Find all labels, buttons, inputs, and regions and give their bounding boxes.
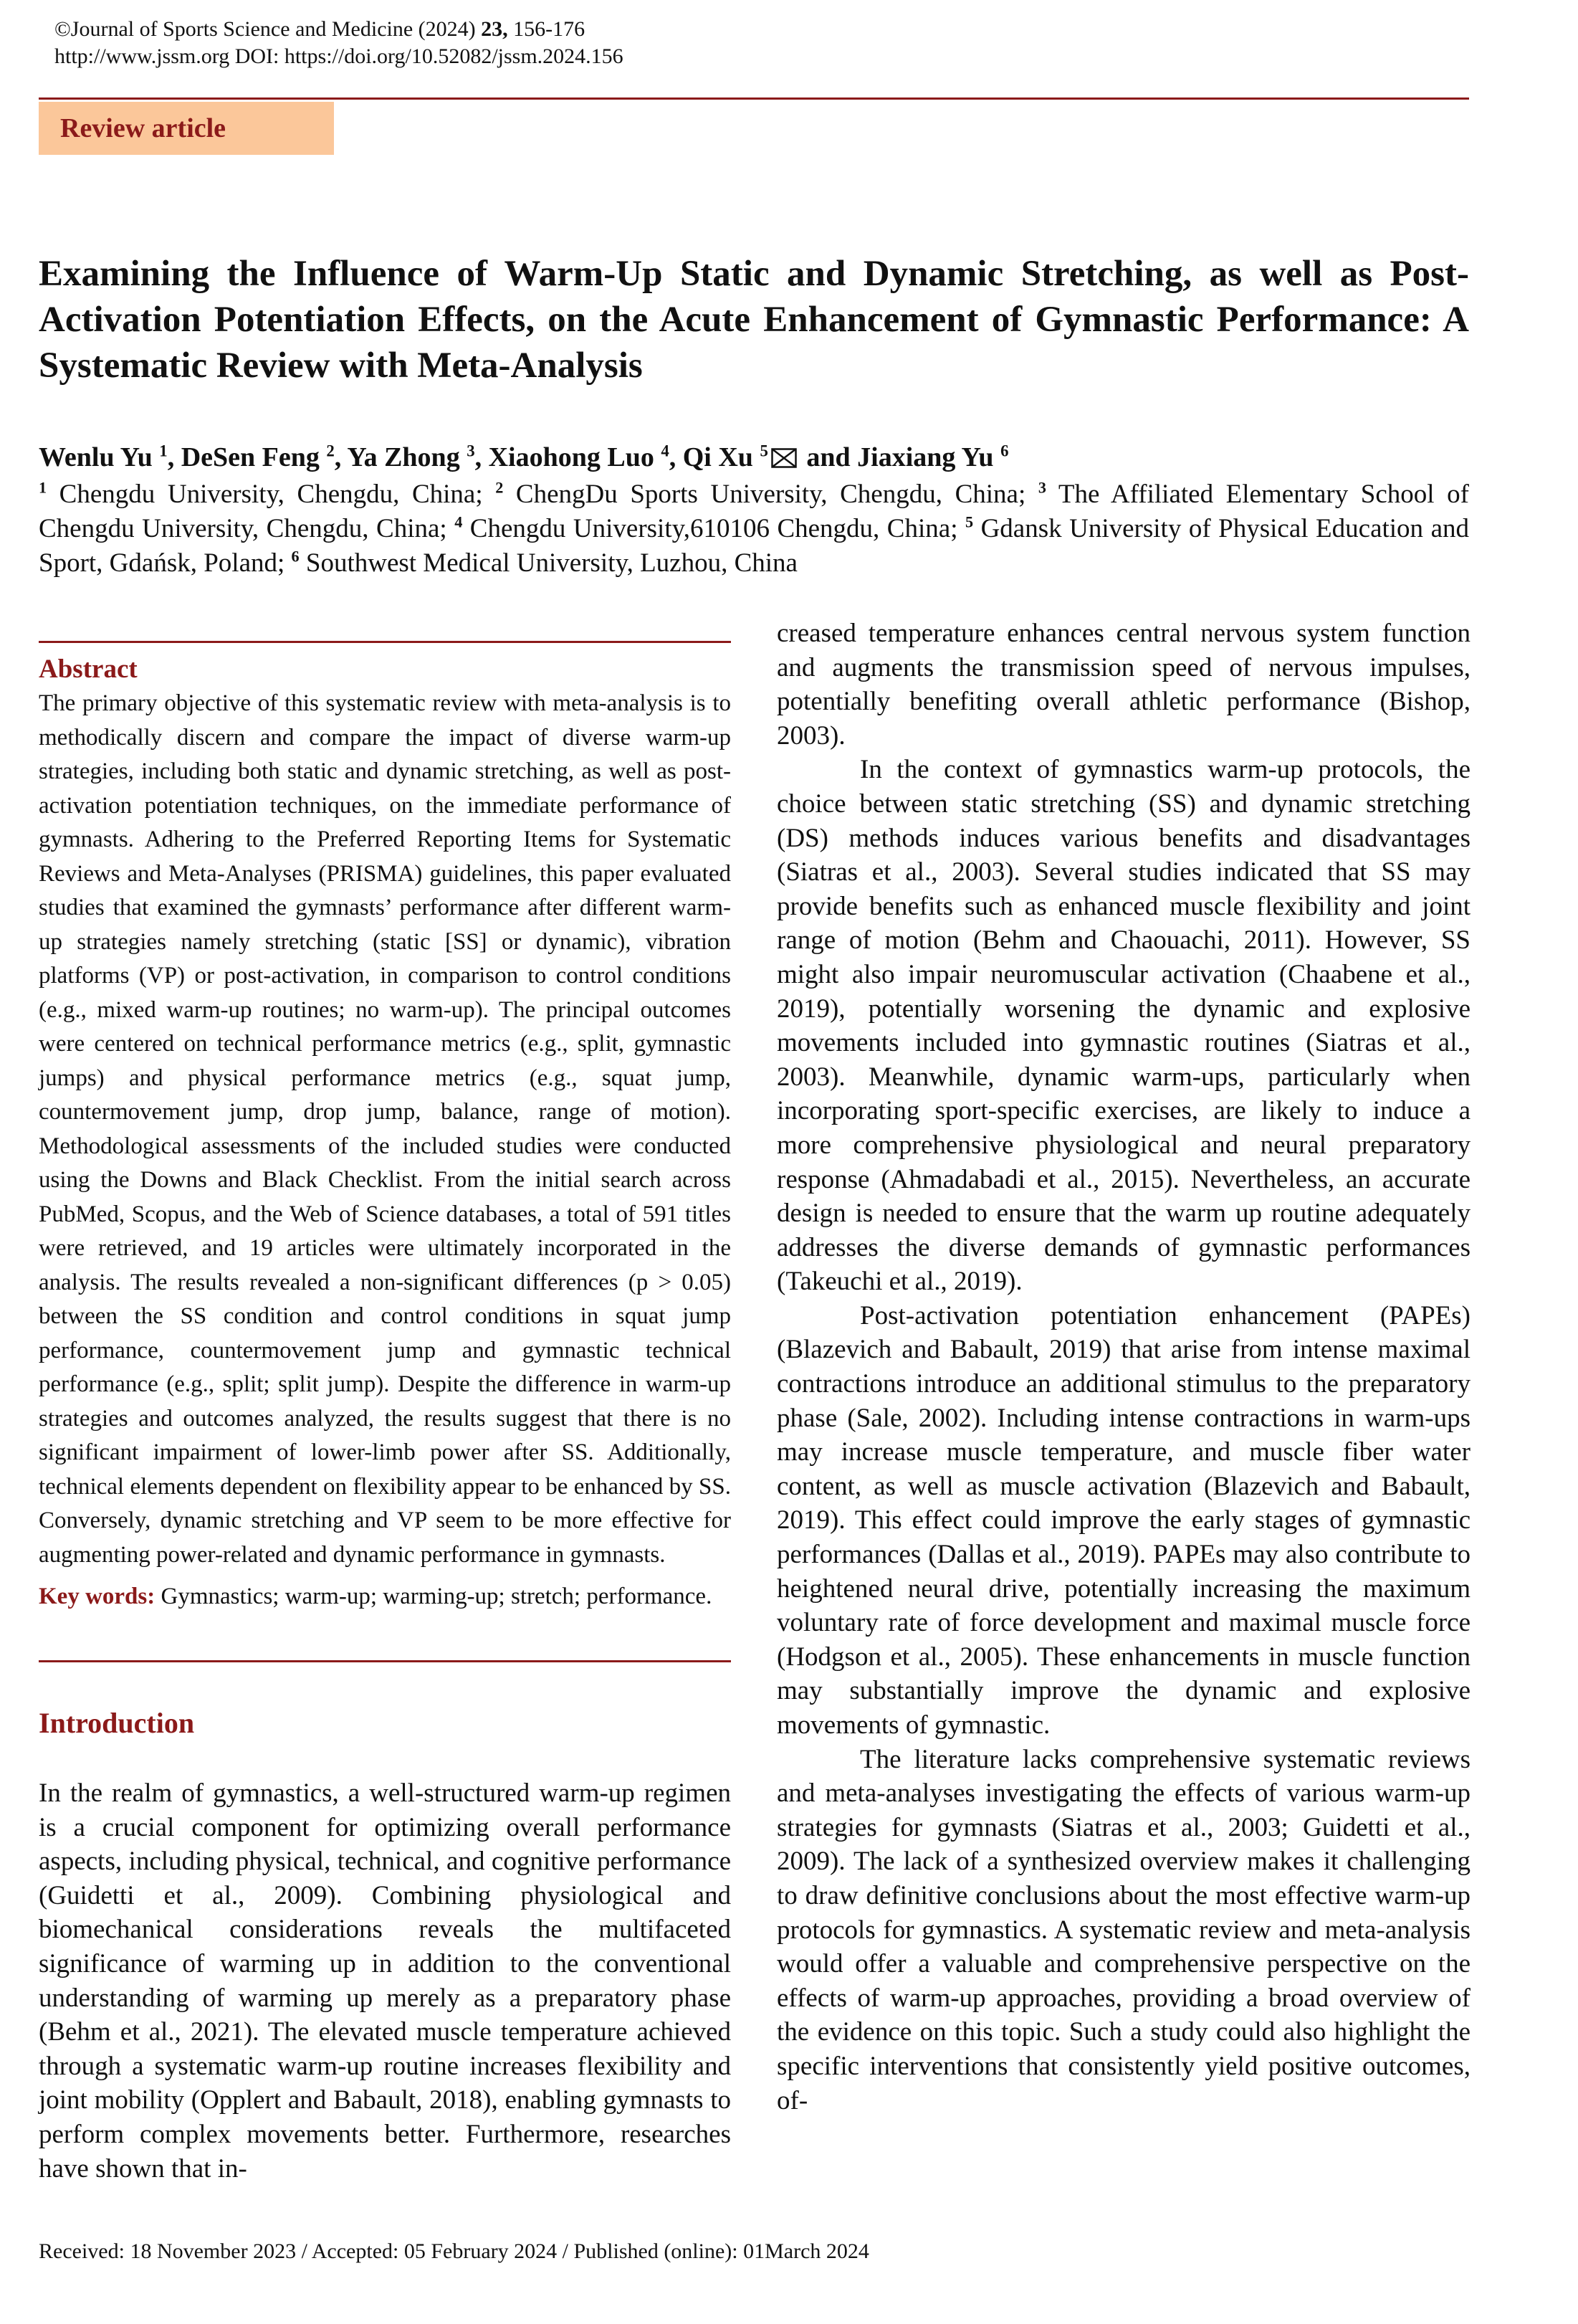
author-list <box>39 440 1008 475</box>
author: Ya Zhong $^3$, <box>347 442 489 472</box>
introduction-heading: Introduction <box>39 1707 195 1739</box>
article-title: Examining the Influence of Warm-Up Static and Dynamic Stretching, as well as Post-Activation Potentiation Effects, on the Acute Enhancement of Gymnastic Performance: A Systematic Review with Meta-Analysis <box>39 254 1469 386</box>
header-rule <box>39 97 1469 100</box>
introduction-right-column <box>777 616 1471 2118</box>
abstract-top-rule <box>39 641 731 643</box>
author: Qi Xu $^5$ and <box>682 442 858 472</box>
keywords-bottom-rule <box>39 1660 731 1662</box>
paragraph: The literature lacks comprehensive systematic reviews and meta-analyses investigating the effects of various warm-up strategies for gymnasts (Siatras et al., 2003; Guidetti et al., 2009). The lack of a synthesized overview makes it challenging to draw definitive conclusions about the most effective warm-up protocols for gymnastics. A systematic review and meta-analysis would offer a valuable and comprehensive perspective on the effects of warm-up approaches, providing a broad overview of the evidence on this topic. Such a study could also highlight the specific interventions that consistently yield positive outcomes, of- <box>777 1744 1471 2115</box>
journal-citation: ©Journal of Sports Science and Medicine (2024) 23, 156-176 <box>54 17 585 41</box>
paragraph: creased temperature enhances central nervous system function and augments the transmission speed of nervous impulses, potentially benefiting overall athletic performance (Bishop, 2003). <box>777 619 1471 751</box>
author: DeSen Feng $^2$, <box>181 442 348 472</box>
abstract-heading: Abstract <box>39 654 138 684</box>
author: Wenlu Yu $^1$, <box>39 442 181 472</box>
paragraph: In the context of gymnastics warm-up protocols, the choice between static stretching (SS) and dynamic stretching (DS) methods induces various benefits and disadvantages (Siatras et al., 2003). Several studies indicated that SS may provide benefits such as enhanced muscle flexibility and joint range of motion (Behm and Chaouachi, 2011). However, SS might also impair neuromuscular activation (Chaabene et al., 2019), potentially worsening the dynamic and explosive movements included into gymnastic routines (Siatras et al., 2003). Meanwhile, dynamic warm-ups, particularly when incorporating sport-specific exercises, are likely to induce a more comprehensive physiological and neural preparatory response (Ahmadabadi et al., 2015). Nevertheless, an accurate design is needed to ensure that the warm up routine adequately addresses the diverse demands of gymnastic performances (Takeuchi et al., 2019). <box>777 755 1471 1297</box>
doi-line: http://www.jssm.org DOI: https://doi.org/10.52082/jssm.2024.156 <box>54 44 623 68</box>
abstract-text: The primary objective of this systematic review with meta-analysis is to methodically discern and compare the impact of diverse warm-up strategies, including both static and dynamic stretching, as well as post-activation potentiation techniques, on the immediate performance of gymnasts. Adhering to the Preferred Reporting Items for Systematic Reviews and Meta-Analyses (PRISMA) guidelines, this paper evaluated studies that examined the gymnasts’ performance after different warm-up strategies namely stretching (static [SS] or dynamic), vibration platforms (VP) or post-activation, in comparison to control conditions (e.g., mixed warm-up routines; no warm-up). The principal outcomes were centered on technical performance metrics (e.g., split, gymnastic jumps) and physical performance metrics (e.g., squat jump, countermovement jump, drop jump, balance, range of motion). Methodological assessments of the included studies were conducted using the Downs and Black Checklist. From the initial search across PubMed, Scopus, and the Web of Science databases, a total of 591 titles were retrieved, and 19 articles were ultimately incorporated in the analysis. The results revealed a non-significant differences (p > 0.05) between the SS condition and control conditions in squat jump performance, countermovement jump and gymnastic technical performance (e.g., split; split jump). Despite the difference in warm-up strategies and outcomes analyzed, the results suggest that there is no significant impairment of lower-limb power after SS. Additionally, technical elements dependent on flexibility appear to be enhanced by SS. Conversely, dynamic stretching and VP seem to be more effective for augmenting power-related and dynamic performance in gymnasts. <box>39 690 731 1568</box>
introduction-left-text: In the realm of gymnastics, a well-structured warm-up regimen is a crucial component for optimizing overall performance aspects, including physical, technical, and cognitive performance (Guidetti et al., 2009). Combining physiological and biomechanical considerations reveals the multifaceted significance of warming up in addition to the conventional understanding of warming up merely as a preparatory phase (Behm et al., 2021). The elevated muscle temperature achieved through a systematic warm-up routine increases flexibility and joint mobility (Opplert and Babault, 2018), enabling gymnasts to perform complex movements better. Furthermore, researches have shown that in- <box>39 1778 731 2183</box>
envelope-icon[interactable] <box>771 448 797 468</box>
author: Xiaohong Luo $^4$, <box>488 442 683 472</box>
affiliations: $^1$ Chengdu University, Chengdu, China; $^2$ ChengDu Sports University, Chengdu, China; $^3$ The Affiliated Elementary School of Chengdu University, Chengdu, China; $^4$ Chengdu University,610106 Chengdu, China; $^5$ Gdansk University of Physical Education and Sport, Gdańsk, Poland; $^6$ Southwest Medical University, Luzhou, China <box>39 478 1469 578</box>
author: Jiaxiang Yu $^6$ <box>857 442 1009 472</box>
keywords: Key words: Gymnastics; warm-up; warming-up; stretch; performance. <box>39 1584 712 1609</box>
journal-header <box>54 16 623 70</box>
article-type-badge: Review article <box>39 102 334 155</box>
publication-dates: Received: 18 November 2023 / Accepted: 05 February 2024 / Published (online): 01March 2024 <box>39 2239 869 2263</box>
paragraph: Post-activation potentiation enhancement (PAPEs) (Blazevich and Babault, 2019) that arise from intense maximal contractions introduce an additional stimulus to the preparatory phase (Sale, 2002). Including intense contractions in warm-ups may increase muscle temperature, and muscle fiber water content, as well as muscle activation (Blazevich and Babault, 2019). This effect could improve the early stages of gymnastic performances (Dallas et al., 2019). PAPEs may also contribute to heightened neural drive, potentially increasing the maximum voluntary rate of force development and maximal muscle force (Hodgson et al., 2005). These enhancements in muscle function may substantially improve the dynamic and explosive movements of gymnastic. <box>777 1300 1471 1740</box>
